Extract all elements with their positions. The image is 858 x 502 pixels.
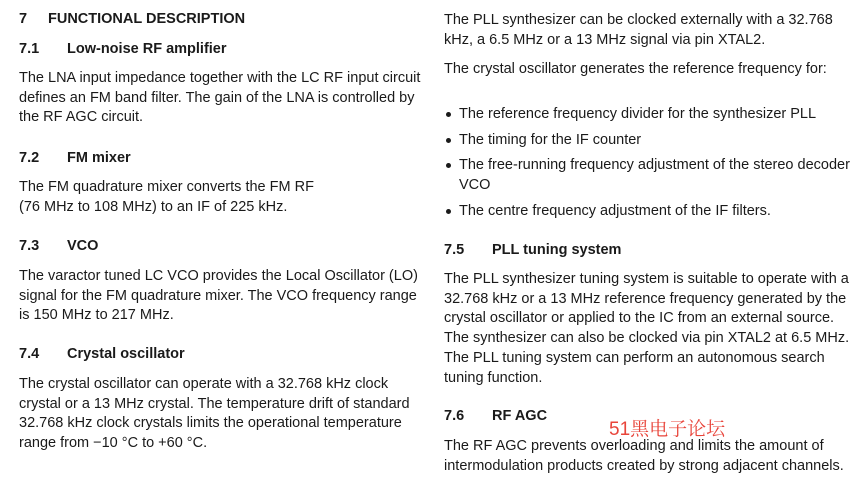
section-7-2-text: The FM quadrature mixer converts the FM RF (76 MHz to 108 MHz) to an IF of 225 kHz.	[19, 179, 314, 215]
crystal-reference-text: The crystal oscillator generates the reference frequency for:	[444, 61, 827, 77]
bullet-item: The timing for the IF counter	[444, 131, 854, 151]
section-7-2-heading: 7.2 FM mixer	[19, 150, 131, 166]
watermark: 51黑电子论坛	[609, 419, 726, 440]
bullet-item: The reference frequency divider for the synthesizer PLL	[444, 105, 854, 125]
bullet-icon	[446, 112, 451, 117]
section-7-3-text: The varactor tuned LC VCO provides the Local Oscillator (LO) signal for the FM quadrature mixer. The VCO frequency range is 150 MHz to 217 MHz.	[19, 268, 418, 324]
section-7-5-text: The PLL synthesizer tuning system is suitable to operate with a 32.768 kHz or a 13 MHz reference frequency generated by the crystal oscillator or applied to the IC from an external source. The synthesizer can also be clocked via pin XTAL2 at 6.5 MHz. The PLL tuning system can perform an autonomous search tuning function.	[444, 271, 850, 386]
section-7-3-heading: 7.3 VCO	[19, 238, 99, 254]
section-7-1-text: The LNA input impedance together with the LC RF input circuit defines an FM band filter. The gain of the LNA is controlled by the RF AGC circuit.	[19, 70, 421, 126]
bullet-icon	[446, 138, 451, 143]
bullet-item: The centre frequency adjustment of the IF filters.	[444, 202, 854, 222]
section-7-4-text: The crystal oscillator can operate with a 32.768 kHz clock crystal or a 13 MHz crystal. The temperature drift of standard 32.768 kHz clock crystals limits the operational temperature range from −10 °C to +60 °C.	[19, 376, 410, 452]
section-7-6-heading: 7.6 RF AGC	[444, 408, 548, 424]
bullet-item: The free-running frequency adjustment of the stereo decoder VCO	[444, 156, 854, 195]
section-7-4-heading: 7.4 Crystal oscillator	[19, 346, 185, 362]
section-7-5-heading: 7.5 PLL tuning system	[444, 242, 622, 258]
bullet-icon	[446, 163, 451, 168]
bullet-icon	[446, 209, 451, 214]
section-7-6-text: The RF AGC prevents overloading and limits the amount of intermodulation products created by strong adjacent channels.	[444, 438, 844, 474]
pll-clock-text: The PLL synthesizer can be clocked externally with a 32.768 kHz, a 6.5 MHz or a 13 MHz signal via pin XTAL2.	[444, 12, 833, 48]
section-7-1-heading: 7.1 Low-noise RF amplifier	[19, 41, 227, 57]
section-7-heading: 7 FUNCTIONAL DESCRIPTION	[19, 11, 246, 27]
